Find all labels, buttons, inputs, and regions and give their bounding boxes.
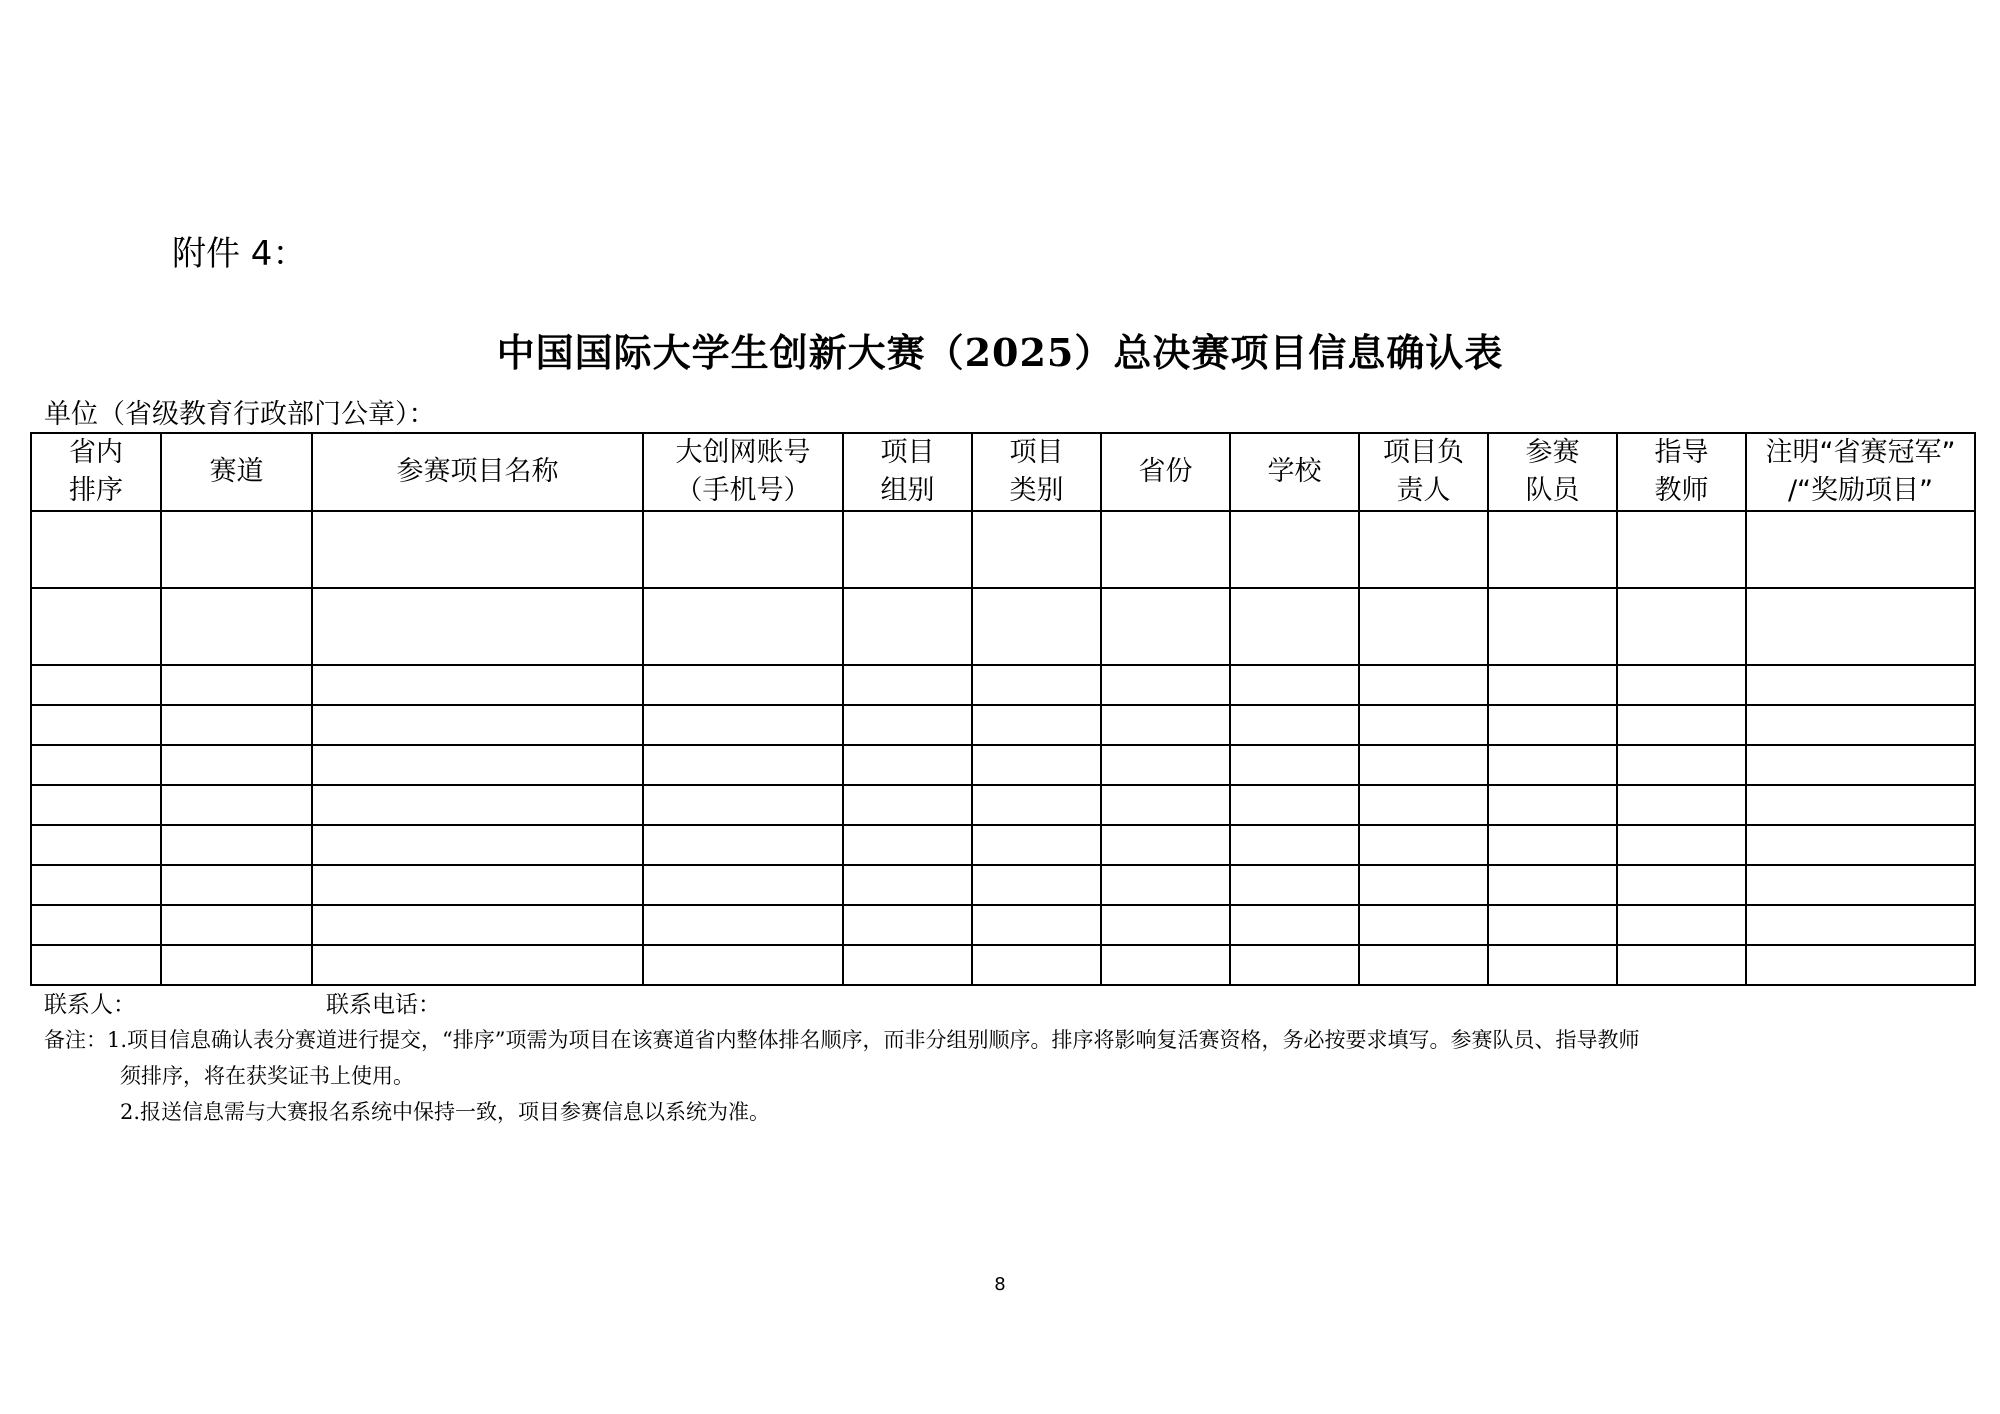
table-cell[interactable] [161,588,312,665]
table-cell[interactable] [31,825,161,865]
table-cell[interactable] [1359,511,1488,588]
attachment-label: 附件 4： [172,234,307,274]
table-cell[interactable] [1101,665,1230,705]
table-cell[interactable] [1746,825,1975,865]
info-table [30,432,1976,986]
table-cell[interactable] [1617,905,1746,945]
header-line: 项目 [880,437,935,468]
table-cell[interactable] [1359,665,1488,705]
table-cell[interactable] [1230,905,1359,945]
header-note [1746,433,1975,511]
table-cell[interactable] [1101,588,1230,665]
table-cell[interactable] [31,705,161,745]
table-cell[interactable] [1359,865,1488,905]
header-line: 注明“省赛冠军” [1765,437,1956,468]
header-line: 省份 [1138,456,1193,487]
table-cell[interactable] [643,511,843,588]
header-line: 参赛 [1525,437,1580,468]
table-cell[interactable] [972,745,1101,785]
table-cell[interactable] [312,665,643,705]
table-cell[interactable] [643,825,843,865]
header-school [1230,433,1359,511]
table-cell[interactable] [1617,511,1746,588]
header-members [1488,433,1617,511]
table-cell[interactable] [1746,865,1975,905]
table-cell[interactable] [972,511,1101,588]
note-line-1 [44,1022,1964,1058]
header-line: 责人 [1396,475,1451,506]
table-row [31,511,1975,588]
table-row [31,588,1975,665]
table-cell[interactable] [972,825,1101,865]
table-row [31,945,1975,985]
table-cell[interactable] [161,745,312,785]
note-text-1: 1.项目信息确认表分赛道进行提交，“排序”项需为项目在该赛道省内整体排名顺序，而非分组别顺序。排序将影响复活赛资格，务必按要求填写。参赛队员、指导教师 [107,1028,1640,1052]
table-cell[interactable] [1101,865,1230,905]
header-line: 项目 [1009,437,1064,468]
table-cell[interactable] [843,665,972,705]
table-cell[interactable] [1617,865,1746,905]
table-cell[interactable] [1359,705,1488,745]
header-province [1101,433,1230,511]
table-cell[interactable] [1746,945,1975,985]
table-cell[interactable] [31,511,161,588]
table-cell[interactable] [972,945,1101,985]
table-cell[interactable] [643,705,843,745]
table-cell[interactable] [643,785,843,825]
table-cell[interactable] [312,825,643,865]
table-cell[interactable] [972,588,1101,665]
table-row [31,665,1975,705]
note-line-2: 2.报送信息需与大赛报名系统中保持一致，项目参赛信息以系统为准。 [120,1100,771,1124]
header-line: 教师 [1654,475,1709,506]
table-cell[interactable] [1359,745,1488,785]
table-cell[interactable] [1488,511,1617,588]
table-header-row [31,433,1975,511]
table-cell[interactable] [31,588,161,665]
table-cell[interactable] [1101,905,1230,945]
contact-person-label: 联系人： [44,992,136,1018]
table-cell[interactable] [1101,705,1230,745]
table-cell[interactable] [1488,785,1617,825]
header-line: 参赛项目名称 [396,456,559,487]
table-cell[interactable] [1101,511,1230,588]
header-advisors [1617,433,1746,511]
table-cell[interactable] [312,745,643,785]
table-cell[interactable] [843,588,972,665]
table-cell[interactable] [161,825,312,865]
table-cell[interactable] [1488,665,1617,705]
table-row [31,705,1975,745]
contact-phone-label: 联系电话： [326,992,441,1018]
table-cell[interactable] [1230,945,1359,985]
table-cell[interactable] [643,588,843,665]
form-title: 中国国际大学生创新大赛（2025）总决赛项目信息确认表 [496,330,1504,375]
table-cell[interactable] [1488,825,1617,865]
header-line: 大创网账号 [675,437,811,468]
table-row [31,825,1975,865]
table-cell[interactable] [1359,945,1488,985]
header-line: /“奖励项目” [1787,475,1934,506]
table-cell[interactable] [1617,785,1746,825]
table-cell[interactable] [31,905,161,945]
header-line: 组别 [880,475,935,506]
table-cell[interactable] [312,705,643,745]
header-rank [31,433,161,511]
table-cell[interactable] [1101,825,1230,865]
notes [44,1022,1964,1130]
header-leader [1359,433,1488,511]
table-cell[interactable] [1746,785,1975,825]
table-cell[interactable] [1101,945,1230,985]
table-cell[interactable] [1488,745,1617,785]
table-cell[interactable] [31,665,161,705]
note-line-1-continued: 须排序，将在获奖证书上使用。 [120,1064,414,1088]
table-cell[interactable] [1230,745,1359,785]
unit-label: 单位（省级教育行政部门公章）： [44,399,436,430]
table-cell[interactable] [1488,905,1617,945]
table-cell[interactable] [161,705,312,745]
table-cell[interactable] [643,905,843,945]
table-row [31,745,1975,785]
table-cell[interactable] [1746,705,1975,745]
table-cell[interactable] [1746,665,1975,705]
header-line: 项目负 [1383,437,1464,468]
table-cell[interactable] [161,945,312,985]
table-cell[interactable] [1488,588,1617,665]
table-cell[interactable] [1617,588,1746,665]
table-row [31,865,1975,905]
table-cell[interactable] [643,945,843,985]
table-cell[interactable] [1230,665,1359,705]
table-cell[interactable] [1617,665,1746,705]
table-cell[interactable] [1617,745,1746,785]
header-line: 类别 [1009,475,1064,506]
header-line: 学校 [1267,456,1322,487]
table-cell[interactable] [1230,785,1359,825]
table-cell[interactable] [843,511,972,588]
table-cell[interactable] [1101,745,1230,785]
table-cell[interactable] [312,865,643,905]
table-cell[interactable] [843,785,972,825]
header-line: 排序 [69,475,123,506]
table-cell[interactable] [1101,785,1230,825]
table-cell[interactable] [312,905,643,945]
table-cell[interactable] [1617,705,1746,745]
table-cell[interactable] [1230,825,1359,865]
table-row [31,905,1975,945]
table-cell[interactable] [161,785,312,825]
header-line: 省内 [69,437,123,468]
header-group [843,433,972,511]
table-cell[interactable] [843,745,972,785]
table-cell[interactable] [1746,905,1975,945]
table-cell[interactable] [161,905,312,945]
table-cell[interactable] [1617,945,1746,985]
table-cell[interactable] [643,665,843,705]
table-cell[interactable] [1488,705,1617,745]
table-cell[interactable] [843,825,972,865]
table-cell[interactable] [1746,588,1975,665]
table-cell[interactable] [31,745,161,785]
table-cell[interactable] [1746,511,1975,588]
table-cell[interactable] [312,945,643,985]
header-line: 队员 [1525,475,1580,506]
table-cell[interactable] [1488,945,1617,985]
table-cell[interactable] [1230,511,1359,588]
table-cell[interactable] [1359,588,1488,665]
table-cell[interactable] [1488,865,1617,905]
table-cell[interactable] [1359,785,1488,825]
table-cell[interactable] [972,665,1101,705]
table-cell[interactable] [312,785,643,825]
table-cell[interactable] [1230,705,1359,745]
notes-prefix: 备注： [44,1028,107,1052]
table-cell[interactable] [972,865,1101,905]
header-account [643,433,843,511]
table-cell[interactable] [972,785,1101,825]
table-cell[interactable] [643,865,843,905]
table-cell[interactable] [843,705,972,745]
table-cell[interactable] [1617,825,1746,865]
table-cell[interactable] [843,905,972,945]
table-cell[interactable] [31,945,161,985]
table-cell[interactable] [161,665,312,705]
table-cell[interactable] [161,865,312,905]
header-track [161,433,312,511]
table-cell[interactable] [31,785,161,825]
header-line: 指导 [1654,437,1709,468]
table-cell[interactable] [972,705,1101,745]
table-cell[interactable] [1359,905,1488,945]
table-cell[interactable] [312,511,643,588]
table-row [31,785,1975,825]
header-line: （手机号） [675,475,811,506]
page-number: 8 [994,1274,1006,1295]
table-cell[interactable] [643,745,843,785]
table-cell[interactable] [843,865,972,905]
header-line: 赛道 [209,456,264,487]
table-cell[interactable] [312,588,643,665]
header-category [972,433,1101,511]
table-cell[interactable] [1359,825,1488,865]
table-cell[interactable] [31,865,161,905]
header-project-name [312,433,643,511]
table-cell[interactable] [843,945,972,985]
table-cell[interactable] [1746,745,1975,785]
table-cell[interactable] [1230,588,1359,665]
table-cell[interactable] [161,511,312,588]
table-cell[interactable] [972,905,1101,945]
table-cell[interactable] [1230,865,1359,905]
